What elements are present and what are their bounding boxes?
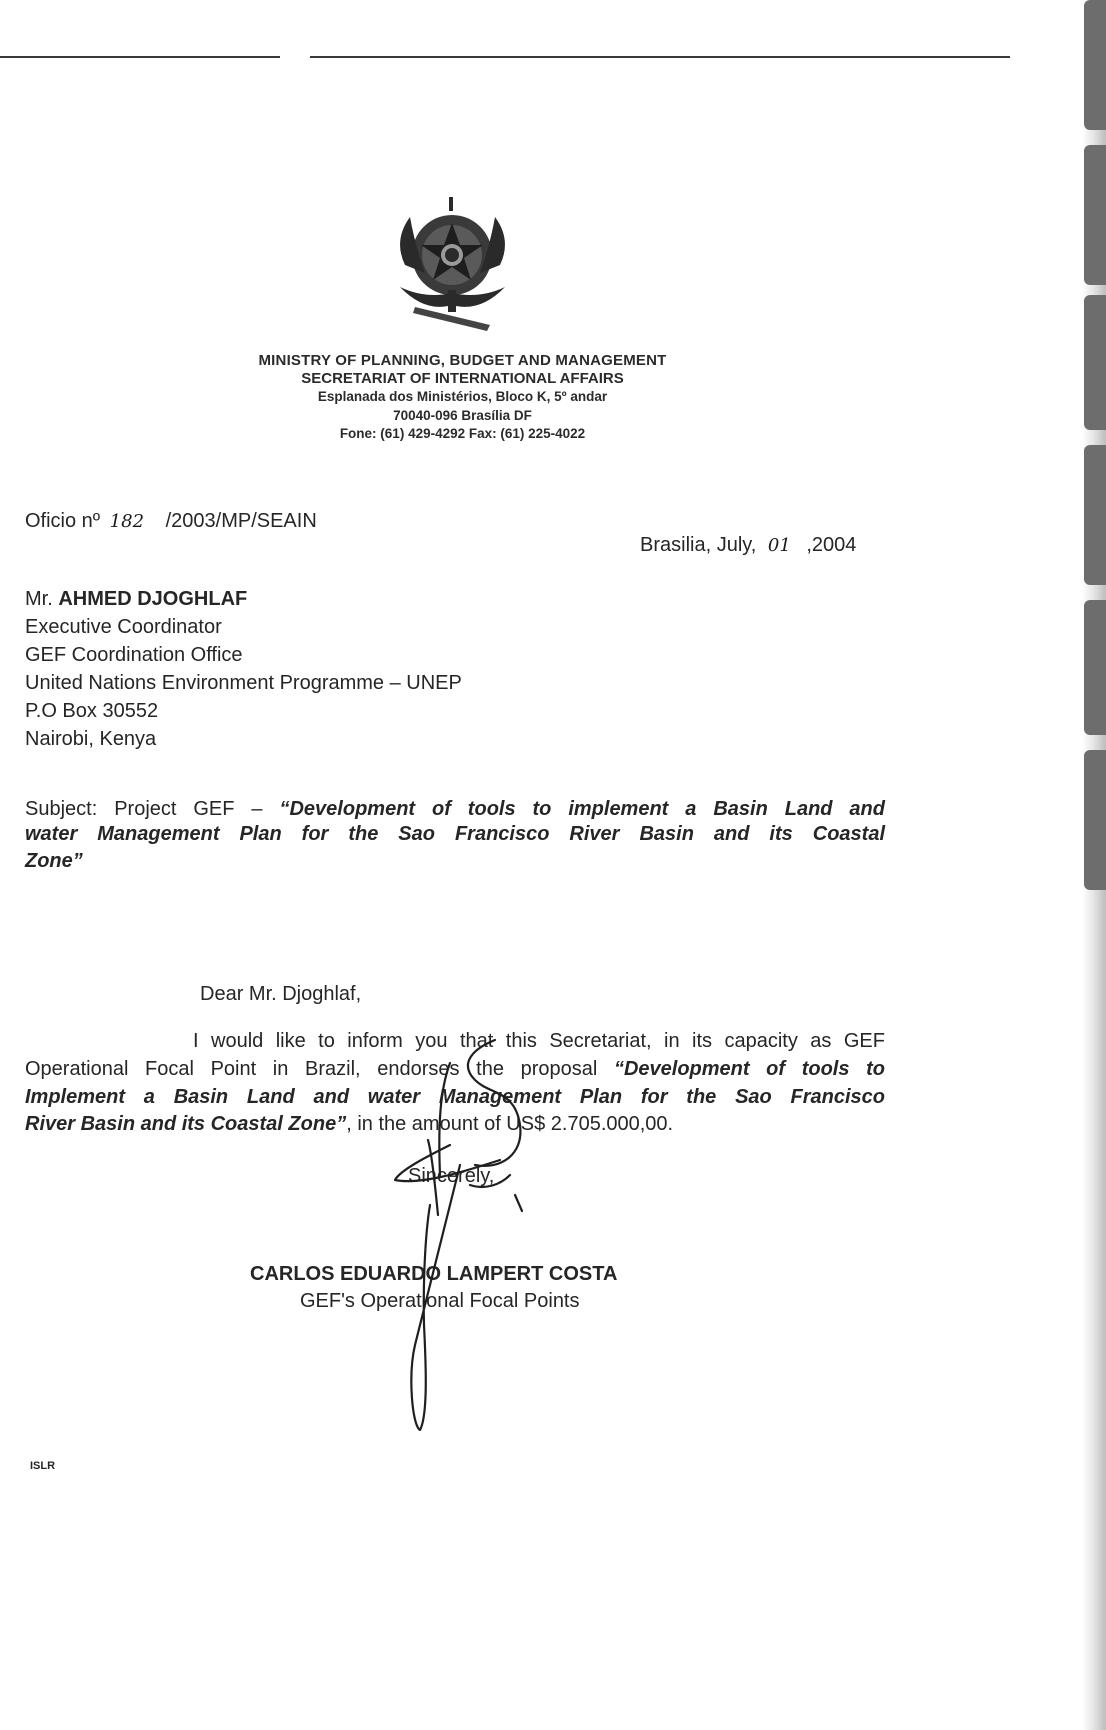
reference-suffix: /2003/MP/SEAIN: [165, 510, 317, 532]
letterhead-phone-fax: Fone: (61) 429-4292 Fax: (61) 225-4022: [339, 426, 586, 441]
edge-mark: [1084, 295, 1106, 430]
letterhead-address: Esplanada dos Ministérios, Bloco K, 5º andar: [317, 389, 608, 404]
edge-mark: [1084, 600, 1106, 735]
date-prefix: Brasilia, July,: [640, 534, 757, 556]
typist-initials: ISLR: [30, 1460, 56, 1472]
letterhead-ministry: MINISTRY OF PLANNING, BUDGET AND MANAGEMENT: [258, 352, 667, 369]
recipient-salutation: Mr.: [25, 588, 53, 610]
subject-label: Subject: Project GEF –: [25, 798, 263, 820]
reference-prefix: Oficio nº: [25, 510, 101, 532]
top-rule-left: [0, 56, 280, 58]
letter-date: [640, 534, 856, 557]
edge-mark: [1084, 0, 1106, 130]
signatory-name: CARLOS EDUARDO LAMPERT COSTA: [250, 1263, 618, 1285]
recipient-organization: United Nations Environment Programme – UNEP: [25, 672, 462, 694]
subject-line-1: [25, 798, 885, 821]
subject-line-2: water Management Plan for the Sao Francisco River Basin and its Coastal: [25, 823, 885, 845]
recipient-title: Executive Coordinator: [25, 616, 222, 638]
body-line-1: I would like to inform you that this Secretariat, in its capacity as GEF: [193, 1030, 885, 1052]
coat-of-arms-seal-icon: [385, 195, 520, 335]
edge-mark: [1084, 445, 1106, 585]
reference-number: [25, 510, 317, 533]
subject-title-part-1: “Development of tools to implement a Basin Land and: [279, 798, 885, 820]
closing: Sincerely,: [408, 1165, 495, 1187]
page-edge: [1082, 0, 1106, 1730]
date-year: ,2004: [806, 534, 857, 556]
signatory-title: GEF's Operational Focal Points: [300, 1290, 580, 1312]
subject-line-3: Zone”: [25, 850, 83, 872]
recipient-fullname: AHMED DJOGHLAF: [58, 588, 248, 610]
body-line-4-plain: , in the amount of US$ 2.705.000,00.: [346, 1113, 674, 1135]
recipient-po-box: P.O Box 30552: [25, 700, 159, 722]
greeting: Dear Mr. Djoghlaf,: [200, 983, 362, 1005]
body-line-2-plain: Operational Focal Point in Brazil, endorses the proposal: [25, 1058, 598, 1080]
body-line-3: Implement a Basin Land and water Management Plan for the Sao Francisco: [25, 1086, 885, 1108]
edge-mark: [1084, 145, 1106, 285]
handwritten-signature-icon: [390, 1035, 570, 1435]
date-handwritten-day: 01: [767, 535, 791, 556]
recipient-name: [25, 588, 247, 611]
letterhead-secretariat: SECRETARIAT OF INTERNATIONAL AFFAIRS: [301, 370, 624, 387]
letterhead-postal: 70040-096 Brasília DF: [393, 408, 532, 423]
reference-handwritten-number: 182: [109, 511, 145, 532]
body-line-4: [25, 1113, 673, 1136]
edge-mark: [1084, 750, 1106, 890]
recipient-city: Nairobi, Kenya: [25, 728, 157, 750]
recipient-office: GEF Coordination Office: [25, 644, 243, 666]
body-line-4-italic: River Basin and its Coastal Zone”: [25, 1113, 347, 1135]
body-line-2-italic: “Development of tools to: [613, 1058, 885, 1080]
top-rule-right: [310, 56, 1010, 58]
